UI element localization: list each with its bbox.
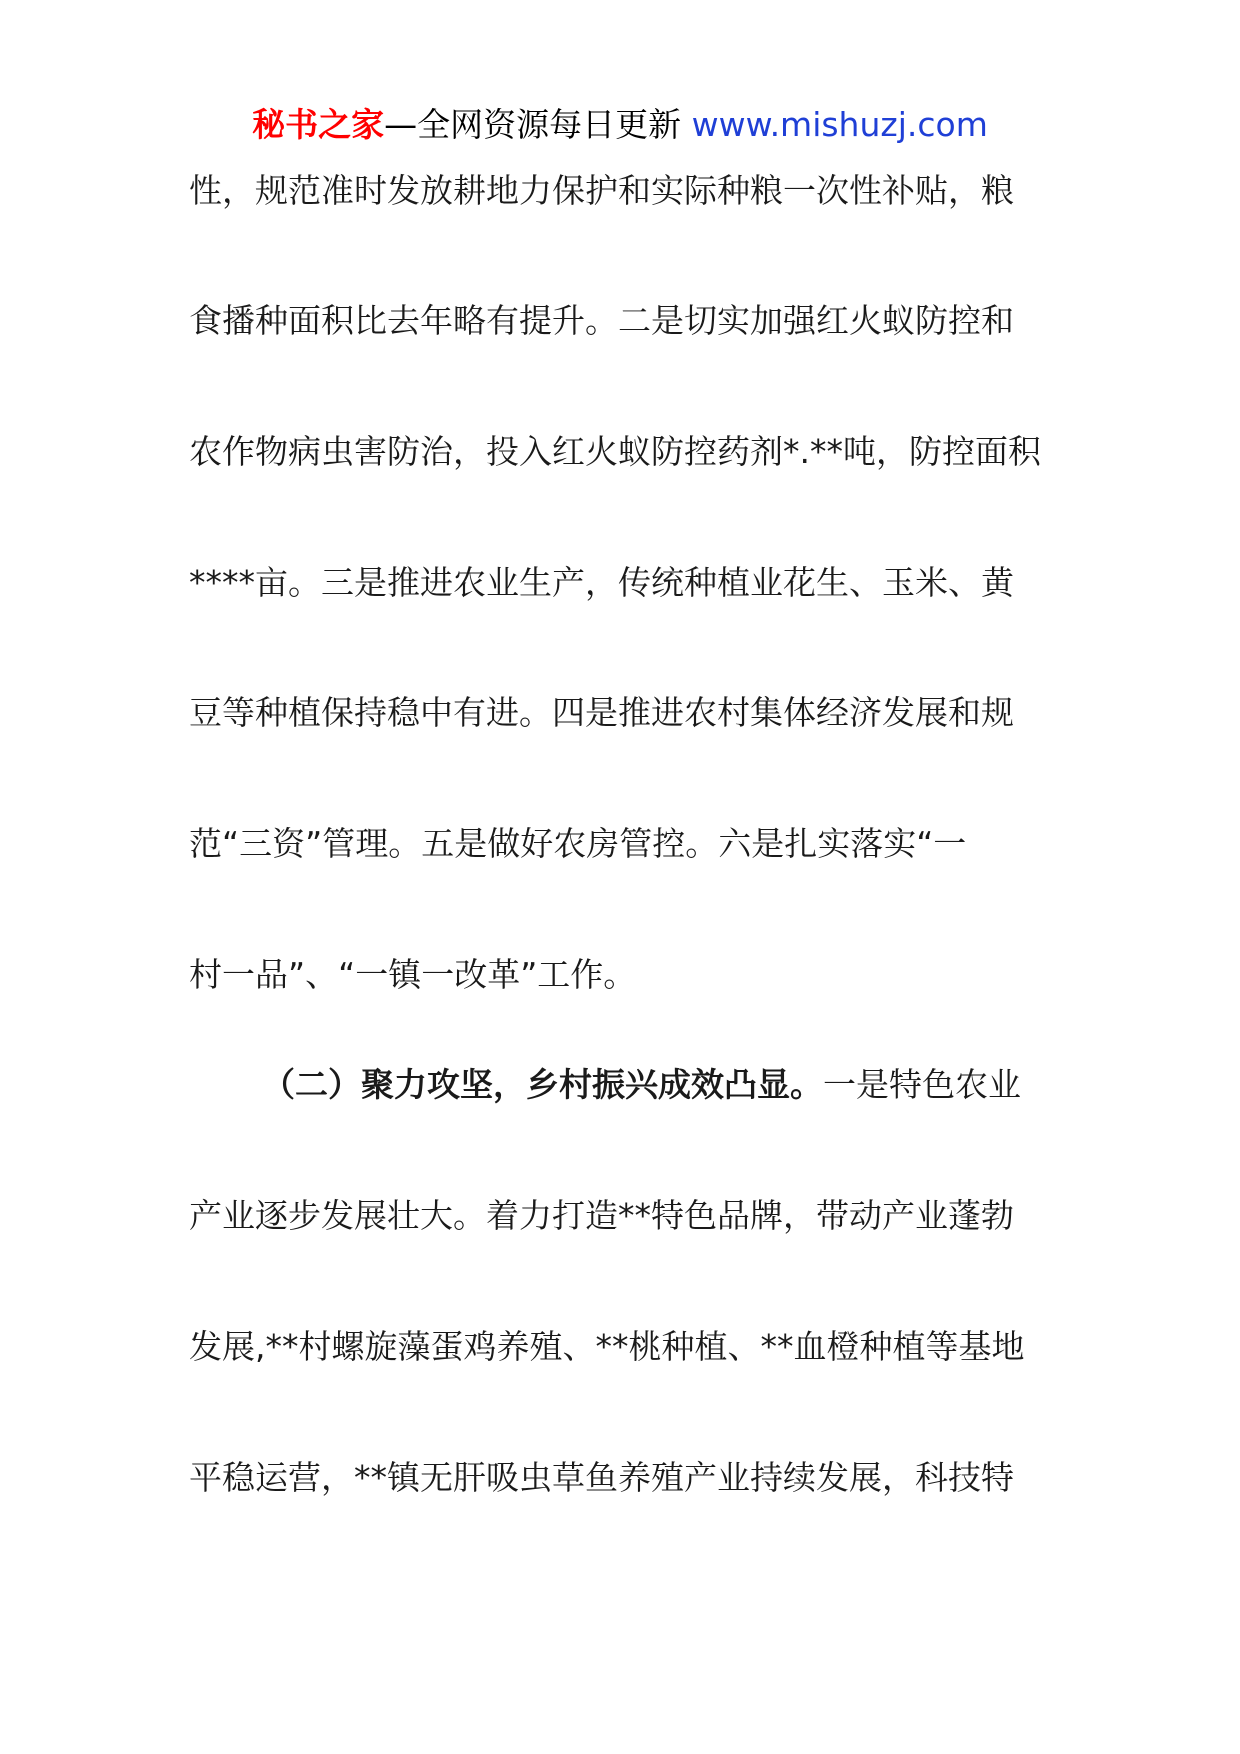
- paragraph-line: 农作物病虫害防治，投入红火蚁防控药剂*.**吨，防控面积: [189, 432, 1041, 471]
- banner-tagline: —全网资源每日更新: [384, 105, 692, 144]
- paragraph-line: 产业逐步发展壮大。着力打造**特色品牌，带动产业蓬勃: [189, 1196, 1014, 1235]
- section-heading: （二）聚力攻坚，乡村振兴成效凸显。: [262, 1065, 823, 1104]
- paragraph-line: 发展,**村螺旋藻蛋鸡养殖、**桃种植、**血橙种植等基地: [189, 1327, 1025, 1366]
- paragraph-line: ****亩。三是推进农业生产，传统种植业花生、玉米、黄: [189, 563, 1014, 602]
- site-url-link[interactable]: www.mishuzj.com: [691, 105, 988, 144]
- paragraph-line: 村一品”、“一镇一改革”工作。: [189, 955, 637, 994]
- site-banner: [0, 100, 1240, 150]
- paragraph-line: 性，规范准时发放耕地力保护和实际种粮一次性补贴，粮: [189, 171, 1014, 210]
- section-heading-line: [262, 1060, 1021, 1110]
- paragraph-line: 豆等种植保持稳中有进。四是推进农村集体经济发展和规: [189, 693, 1014, 732]
- paragraph-line: 食播种面积比去年略有提升。二是切实加强红火蚁防控和: [189, 301, 1014, 340]
- brand-name: 秘书之家: [252, 105, 385, 144]
- paragraph-line: 范“三资”管理。五是做好农房管控。六是扎实落实“一: [189, 824, 967, 863]
- section-first-line-text: 一是特色农业: [823, 1065, 1021, 1104]
- paragraph-line: 平稳运营，**镇无肝吸虫草鱼养殖产业持续发展，科技特: [189, 1458, 1014, 1497]
